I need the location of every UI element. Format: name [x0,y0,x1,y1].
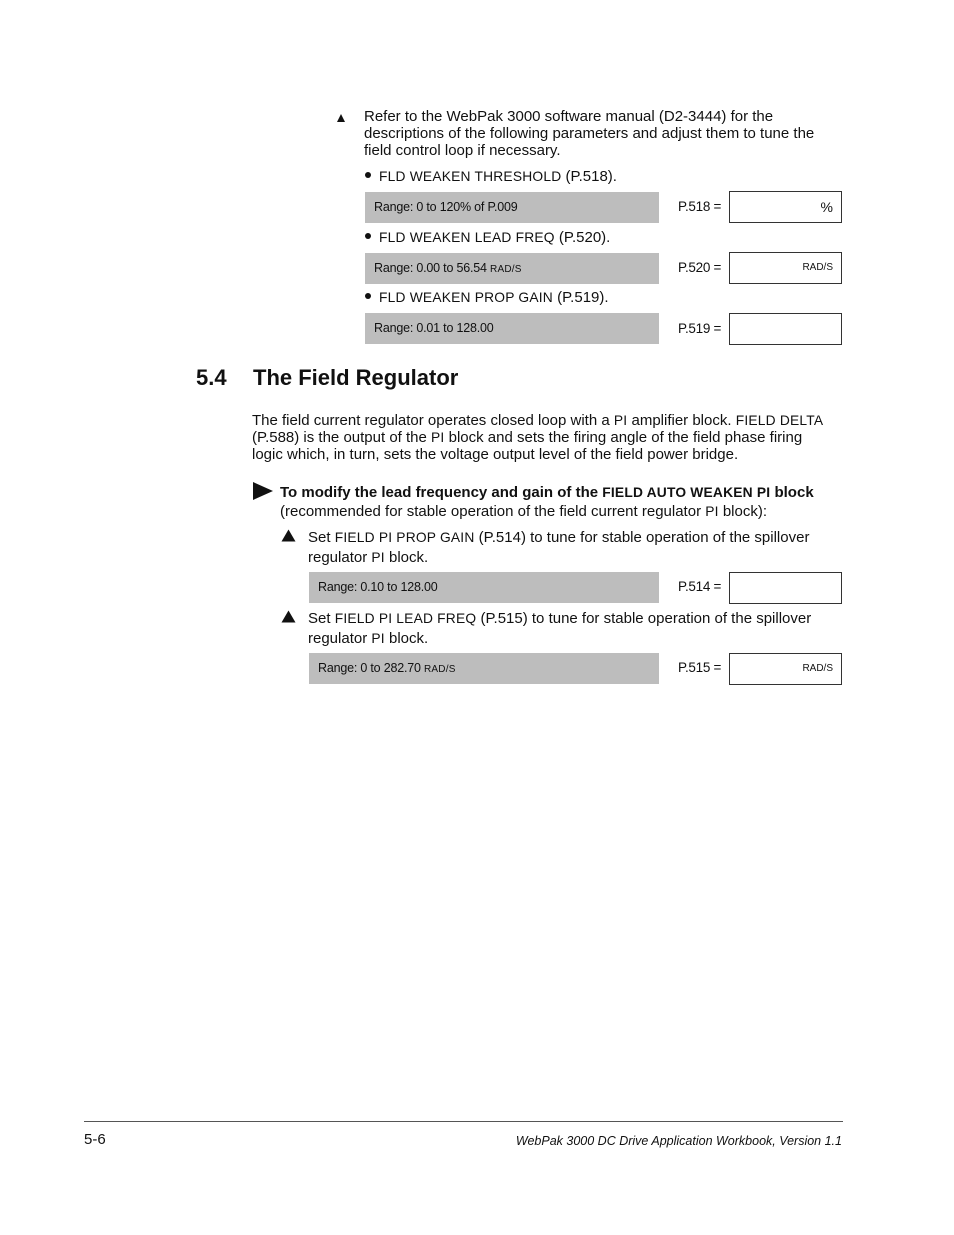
page-number: 5-6 [84,1131,106,1148]
triangle-bullet-icon [336,113,346,123]
step-text: Set FIELD PI PROP GAIN (P.514) to tune for stable operation of the spillover regulator PI block. [308,529,810,566]
bullet-icon [365,172,371,178]
range-bar: Range: 0 to 120% of P.009 [365,192,659,223]
intro-text: Refer to the WebPak 3000 software manual (D2-3444) for the descriptions of the following parameters and adjust them to tune the field control loop if necessary. [364,108,815,159]
param-value-field[interactable] [729,572,842,604]
param-label: P.519 = [678,321,722,336]
footer-rule [84,1121,843,1122]
bullet-icon [365,233,371,239]
param-name: FLD WEAKEN PROP GAIN (P.519). [379,289,609,306]
range-bar: Range: 0.00 to 56.54 RAD/S [365,253,659,284]
param-value-field[interactable] [729,313,842,345]
bullet-icon [365,293,371,299]
step-triangle-icon [281,529,296,542]
param-name: FLD WEAKEN THRESHOLD (P.518). [379,168,617,185]
param-label: P.520 = [678,260,722,275]
range-bar: Range: 0 to 282.70 RAD/S [309,653,659,684]
param-value-field[interactable]: RAD/S [729,252,842,284]
step-text: Set FIELD PI LEAD FREQ (P.515) to tune for stable operation of the spillover regulator PI block. [308,610,812,647]
section-title: The Field Regulator [253,365,459,390]
param-label: P.514 = [678,579,722,594]
param-label: P.515 = [678,660,722,675]
procedure-arrow-icon [252,481,274,501]
param-label: P.518 = [678,199,722,214]
param-value-field[interactable]: RAD/S [729,653,842,685]
footer-doc-title: WebPak 3000 DC Drive Application Workbook, Version 1.1 [515,1134,842,1148]
param-value-field[interactable]: % [729,191,842,223]
range-bar: Range: 0.10 to 128.00 [309,572,659,603]
step-triangle-icon [281,610,296,623]
procedure-heading: To modify the lead frequency and gain of the FIELD AUTO WEAKEN PI block (recommended for stable operation of the field current regulator PI block): [280,484,814,520]
section-paragraph: The field current regulator operates closed loop with a PI amplifier block. FIELD DELTA (P.588) is the output of the PI block and sets the firing angle of the field phase firing logic which, in turn, sets the voltage output level of the field power bridge. [252,412,824,463]
param-name: FLD WEAKEN LEAD FREQ (P.520). [379,229,611,246]
range-bar: Range: 0.01 to 128.00 [365,313,659,344]
section-number: 5.4 [196,365,227,390]
